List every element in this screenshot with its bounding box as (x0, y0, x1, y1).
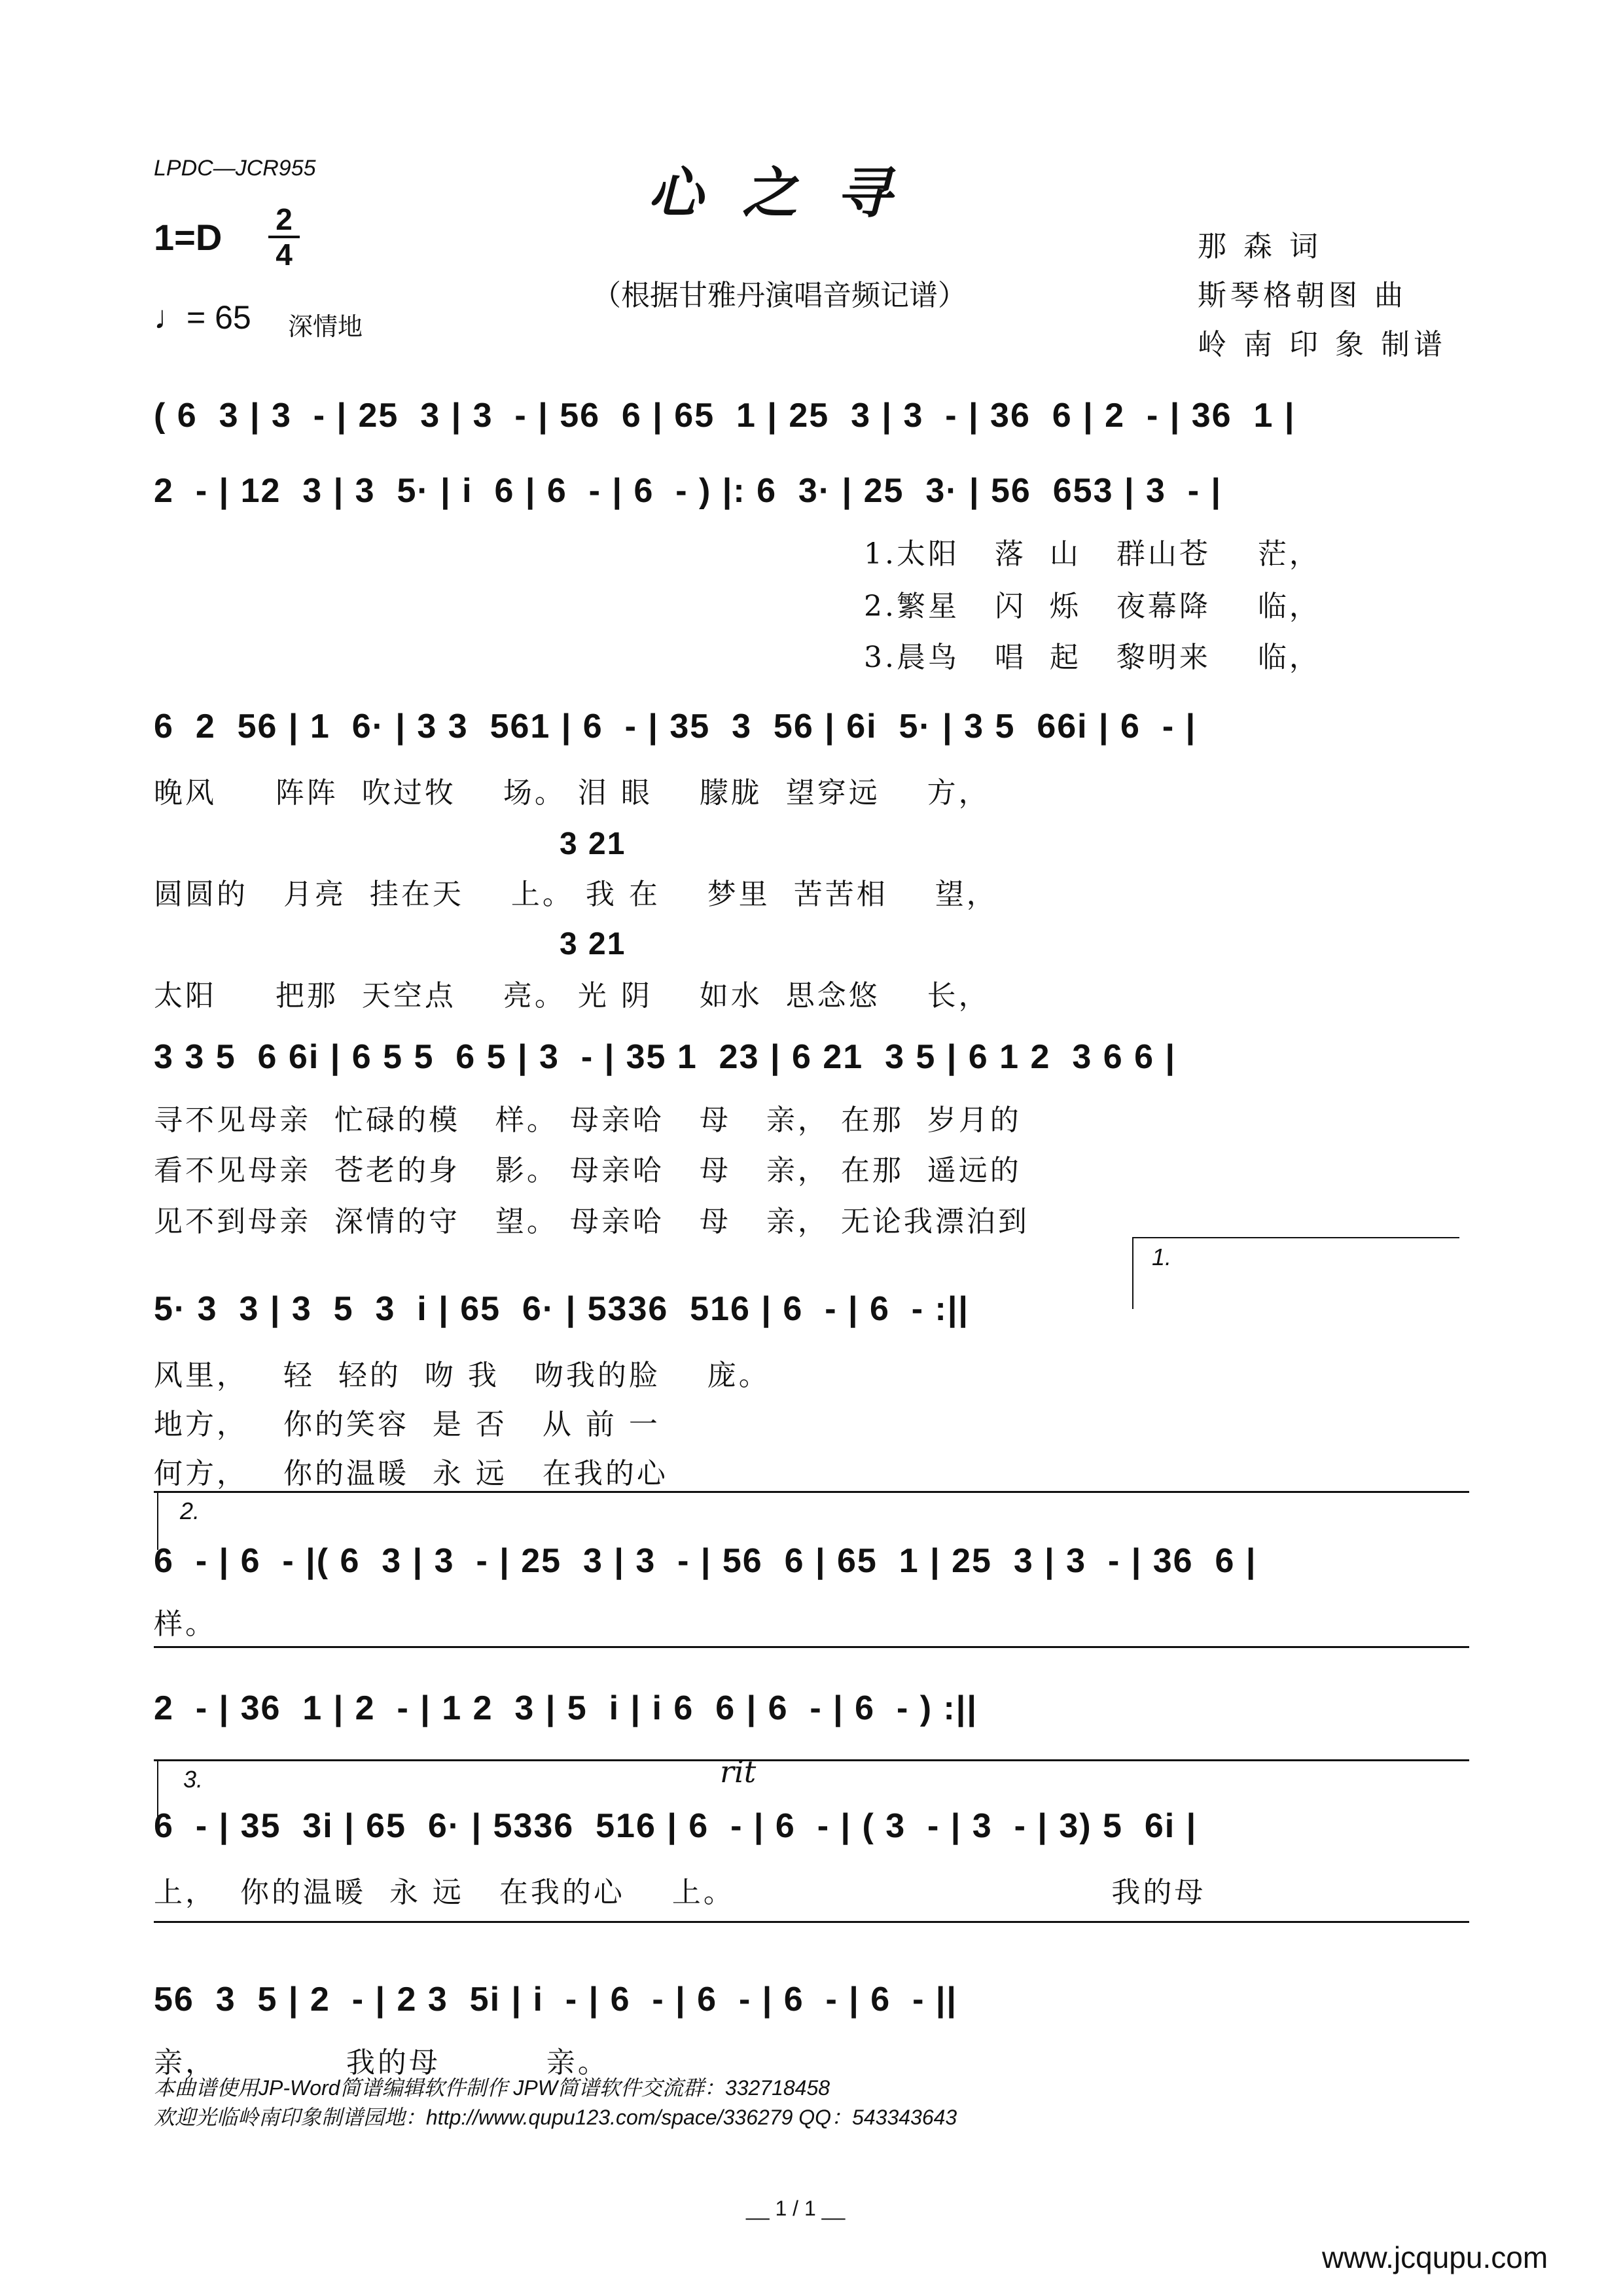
lyric-verse-2: 2.繁星 闪 烁 夜幕降 临， (864, 590, 1321, 623)
tempo-mark: ♩= 65 (154, 299, 251, 336)
lyric-verse-3: 3.晨鸟 唱 起 黎明来 临， (864, 641, 1321, 674)
key-signature: 1=D (154, 217, 223, 258)
alternate-notes: 3 21 (560, 827, 626, 861)
lyric-verse-1: 1.太阳 落 山 群山苍 茫， (864, 537, 1321, 571)
volta-bracket (154, 1759, 1469, 1761)
footer-website-note: 欢迎光临岭南印象制谱园地：http://www.qupu123.com/space/336279 QQ：543343643 (154, 2106, 957, 2129)
volta-bracket (1132, 1237, 1459, 1238)
staff-line-3: 6 2 56 | 1 6· | 3 3 561 | 6 - | 35 3 56 | 6i 5· | 3 5 66i | 6 - | (154, 708, 1197, 745)
lyric-verse-2: 圆圆的 月亮 挂在天 上。 我 在 梦里 苦苦相 望， (154, 878, 998, 911)
time-signature-bottom: 4 (276, 238, 293, 272)
composer-credit: 斯琴格朝图 曲 (1198, 279, 1407, 312)
staff-line-7: 2 - | 36 1 | 2 - | 1 2 3 | 5 i | i 6 6 | 6 - | 6 - ) :|| (154, 1689, 978, 1727)
lyric-verse-2: 地方， 你的笑容 是 否 从 前 一 (154, 1408, 660, 1441)
lyric-verse-2: 看不见母亲 苍老的身 影。 母亲哈 母 亲， 在那 遥远的 (154, 1154, 1022, 1187)
lyric-verse-1: 寻不见母亲 忙碌的模 样。 母亲哈 母 亲， 在那 岁月的 (154, 1103, 1022, 1137)
lyric-verse-3: 太阳 把那 天空点 亮。 光 阴 如水 思念悠 长， (154, 979, 990, 1013)
subtitle: （根据甘雅丹演唱音频记谱） (592, 279, 967, 312)
staff-line-1: ( 6 3 | 3 - | 25 3 | 3 - | 56 6 | 65 1 | 25 3 | 3 - | 36 6 | 2 - | 36 1 | (154, 397, 1296, 435)
lyricist-credit: 那 森 词 (1198, 230, 1322, 263)
lyric-verse-1: 样。 (154, 1607, 217, 1641)
staff-line-5: 5· 3 3 | 3 5 3 i | 65 6· | 5336 516 | 6 - | 6 - :|| (154, 1290, 969, 1328)
page-number: __ 1 / 1 __ (746, 2197, 846, 2220)
footer-software-note: 本曲谱使用JP-Word简谱编辑软件制作 JPW简谱软件交流群：332718458 (154, 2076, 830, 2100)
volta-bracket-end (154, 1646, 1469, 1648)
lyric-verse-1: 亲， 我的母 亲。 (154, 2046, 609, 2079)
time-signature-top: 2 (276, 202, 293, 236)
watermark-website: www.jcqupu.com (1322, 2240, 1548, 2274)
song-title: 心之寻 (648, 160, 931, 225)
staff-line-9: 56 3 5 | 2 - | 2 3 5i | i - | 6 - | 6 - | 6 - | 6 - || (154, 1981, 957, 2018)
arranger-credit: 岭 南 印 象 制谱 (1198, 328, 1446, 361)
score-code: LPDC—JCR955 (154, 156, 316, 181)
lyric-verse-3: 见不到母亲 深情的守 望。 母亲哈 母 亲， 无论我漂泊到 (154, 1205, 1029, 1238)
time-signature (268, 204, 300, 270)
staff-line-4: 3 3 5 6 6i | 6 5 5 6 5 | 3 - | 35 1 23 | 6 21 3 5 | 6 1 2 3 6 6 | (154, 1038, 1176, 1076)
staff-line-6: 6 - | 6 - |( 6 3 | 3 - | 25 3 | 3 - | 56 6 | 65 1 | 25 3 | 3 - | 36 6 | (154, 1542, 1257, 1580)
staff-line-2: 2 - | 12 3 | 3 5· | i 6 | 6 - | 6 - ) |: 6 3· | 25 3· | 56 653 | 3 - | (154, 472, 1222, 510)
lyric-verse-1: 晚风 阵阵 吹过牧 场。 泪 眼 朦胧 望穿远 方， (154, 776, 990, 810)
expression-mark: 深情地 (288, 314, 363, 341)
volta-bracket (154, 1491, 1469, 1493)
lyric-verse-1: 上， 你的温暖 永 远 在我的心 上。 我的母 (154, 1876, 1206, 1909)
alternate-notes: 3 21 (560, 927, 626, 961)
volta-number: 3. (183, 1766, 204, 1793)
volta-number: 2. (180, 1498, 200, 1524)
staff-line-8: 6 - | 35 3i | 65 6· | 5336 516 | 6 - | 6 - | ( 3 - | 3 - | 3) 5 6i | (154, 1807, 1198, 1845)
ritardando-mark: rit (720, 1754, 757, 1789)
lyric-verse-3: 何方， 你的温暖 永 远 在我的心 (154, 1457, 668, 1490)
volta-bracket-end (154, 1921, 1469, 1923)
lyric-verse-1: 风里， 轻 轻的 吻 我 吻我的脸 庞。 (154, 1359, 770, 1392)
volta-number: 1. (1152, 1244, 1172, 1270)
